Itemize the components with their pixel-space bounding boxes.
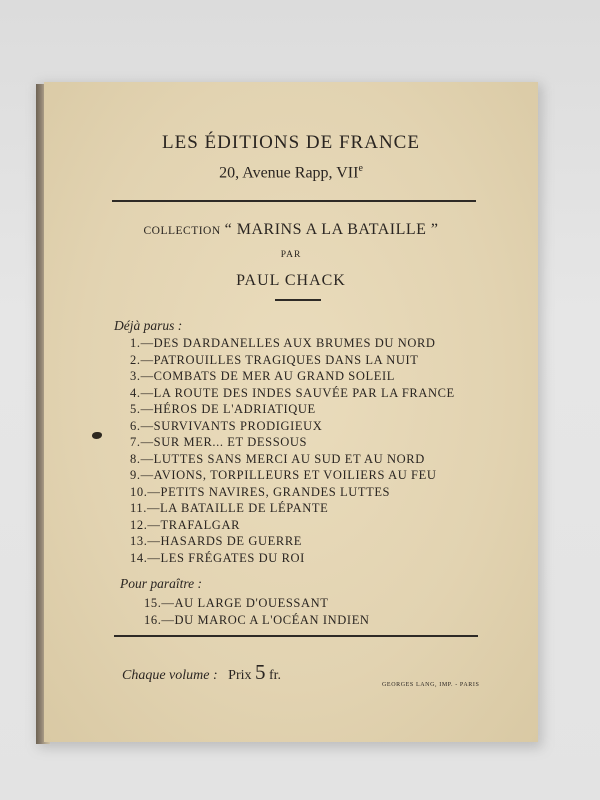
list-item: 6.—SURVIVANTS PRODIGIEUX	[130, 418, 323, 433]
published-label: Déjà parus :	[114, 318, 183, 333]
collection-line	[44, 221, 538, 239]
address-superscript: e	[358, 163, 363, 174]
list-item: 8.—LUTTES SANS MERCI AU SUD ET AU NORD	[130, 451, 425, 466]
list-item: 13.—HASARDS DE GUERRE	[130, 534, 302, 548]
list-item: 2.—PATROUILLES TRAGIQUES DANS LA NUIT	[130, 352, 419, 367]
list-item: 9.—AVIONS, TORPILLEURS ET VOILIERS AU FEU	[130, 468, 437, 482]
list-item: 10.—PETITS NAVIRES, GRANDES LUTTES	[130, 484, 391, 499]
list-item: 3.—COMBATS DE MER AU GRAND SOLEIL	[130, 369, 395, 383]
top-divider	[112, 200, 476, 202]
list-item: 11.—LA BATAILLE DE LÉPANTE	[130, 501, 329, 515]
price-label: Chaque volume :	[122, 668, 218, 683]
author-name: PAUL CHACK	[236, 272, 346, 289]
price-line	[122, 660, 281, 685]
bottom-divider	[114, 635, 478, 637]
list-item: 14.—LES FRÉGATES DU ROI	[130, 550, 305, 565]
upcoming-label: Pour paraître :	[120, 576, 202, 591]
par-label: PAR	[280, 250, 302, 260]
upcoming-titles-list	[144, 595, 370, 628]
list-item: 15.—AU LARGE D'OUESSANT	[144, 596, 329, 610]
list-item: 16.—DU MAROC A L'OCÉAN INDIEN	[144, 612, 370, 627]
price-value: 5	[255, 660, 266, 684]
list-item: 5.—HÉROS DE L'ADRIATIQUE	[130, 402, 316, 416]
collection-prefix: COLLECTION	[143, 225, 221, 237]
ink-blot	[92, 432, 102, 439]
address-text: 20, Avenue Rapp, VII	[219, 164, 359, 182]
list-item: 7.—SUR MER... ET DESSOUS	[130, 435, 308, 449]
collection-title: “ MARINS A LA BATAILLE ”	[224, 221, 439, 238]
printer-credit: GEORGES LANG, IMP. - PARIS	[382, 682, 480, 688]
book-back-cover	[44, 82, 538, 742]
published-titles-list	[130, 335, 455, 566]
publisher-name: LES ÉDITIONS DE FRANCE	[162, 132, 420, 153]
list-item: 4.—LA ROUTE DES INDES SAUVÉE PAR LA FRANCE	[130, 385, 455, 400]
author-divider	[275, 299, 321, 301]
publisher-address	[44, 163, 538, 182]
price-unit: fr.	[269, 668, 282, 683]
list-item: 1.—DES DARDANELLES AUX BRUMES DU NORD	[130, 336, 436, 350]
price-prefix: Prix	[228, 668, 252, 683]
list-item: 12.—TRAFALGAR	[130, 517, 241, 532]
